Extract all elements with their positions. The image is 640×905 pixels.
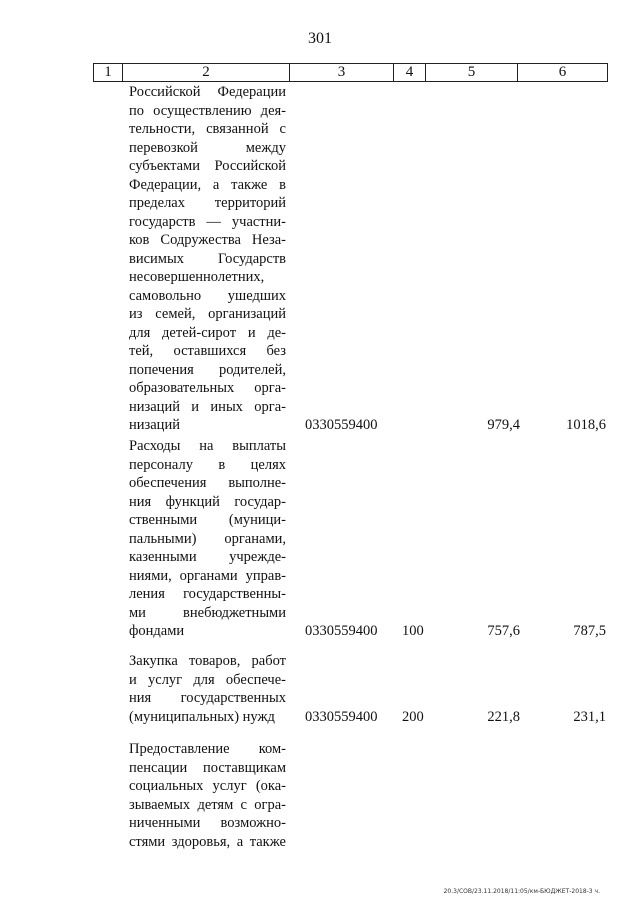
description-line: стями здоровья, а также [129, 833, 286, 850]
column-header-2: 2 [123, 64, 290, 81]
page-number: 301 [308, 30, 332, 47]
row-code: 0330559400 [305, 417, 378, 433]
description-line: ков Содружества Неза- [129, 232, 286, 248]
description-line: ния функций государ- [129, 493, 286, 510]
description-line: зываемых детям с огра- [129, 796, 286, 813]
row-amount-2019: 221,8 [487, 708, 520, 725]
description-line: для детей-сирот и де- [129, 324, 286, 341]
description-line: тельности, связанной с [129, 121, 286, 137]
description-line: тей, оставшихся без [129, 343, 286, 359]
description-line: низаций [129, 417, 180, 433]
description-line: ственными (муници- [129, 512, 286, 528]
column-header-6: 6 [558, 64, 567, 80]
description-line: перевозкой между [129, 139, 286, 156]
document-footer: 20.3/СОВ/23.11.2018/11:05/км-БЮДЖЕТ-2018-3 ч. [443, 888, 600, 895]
row-description [129, 652, 286, 726]
row-amount-2020: 787,5 [573, 623, 606, 639]
row-amount-2020: 1018,6 [566, 417, 606, 433]
description-line: ниченными возможно- [129, 815, 286, 831]
description-line: пределах территорий [129, 195, 286, 211]
description-line: низаций и иных орга- [129, 398, 286, 415]
row-amount-2020: 231,1 [573, 708, 606, 725]
row-code: 0330559400 [305, 708, 378, 725]
description-line: ния государственных [129, 690, 286, 706]
description-line: субъектами Российской [129, 158, 286, 174]
description-line: фондами [129, 623, 185, 639]
row-expense-type: 200 [402, 708, 424, 725]
column-header-5: 5 [426, 64, 518, 81]
description-line: и услуг для обеспече- [129, 671, 286, 688]
description-line: Федерации, а также в [129, 176, 286, 193]
row-amount-2019: 979,4 [487, 417, 520, 433]
description-line: казенными учрежде- [129, 549, 286, 565]
column-header-1: 1 [94, 64, 123, 81]
description-line: Расходы на выплаты [129, 438, 286, 454]
description-line: социальных услуг (ока- [129, 778, 286, 794]
column-header-3: 3 [290, 64, 394, 81]
description-line: из семей, организаций [129, 306, 286, 322]
description-line: пенсации поставщикам [129, 759, 286, 776]
description-line: (муниципальных) нужд [129, 708, 275, 725]
description-line: по осуществлению дея- [129, 102, 286, 119]
description-line: самовольно ушедших [129, 287, 286, 304]
row-description [129, 740, 286, 851]
row-amount-2019: 757,6 [487, 623, 520, 639]
row-description [129, 83, 286, 435]
column-header-4: 4 [394, 64, 426, 81]
description-line: ми внебюджетными [129, 604, 286, 621]
row-description [129, 437, 286, 641]
description-line: государств — участни- [129, 213, 286, 230]
description-line: персоналу в целях [129, 456, 286, 473]
description-line: ниями, органами управ- [129, 567, 286, 584]
description-line: Закупка товаров, работ [129, 653, 286, 669]
description-line: образовательных орга- [129, 380, 286, 396]
row-code: 0330559400 [305, 623, 378, 639]
description-line: ления государственны- [129, 586, 286, 602]
description-line: несовершеннолетних, [129, 269, 265, 285]
description-line: Российской Федерации [129, 84, 286, 100]
table-header-row [93, 63, 608, 82]
description-line: пальными) органами, [129, 530, 286, 547]
description-line: попечения родителей, [129, 361, 286, 378]
row-expense-type: 100 [402, 623, 424, 639]
description-line: Предоставление ком- [129, 741, 286, 757]
description-line: обеспечения выполне- [129, 475, 286, 491]
description-line: висимых Государств [129, 250, 286, 267]
